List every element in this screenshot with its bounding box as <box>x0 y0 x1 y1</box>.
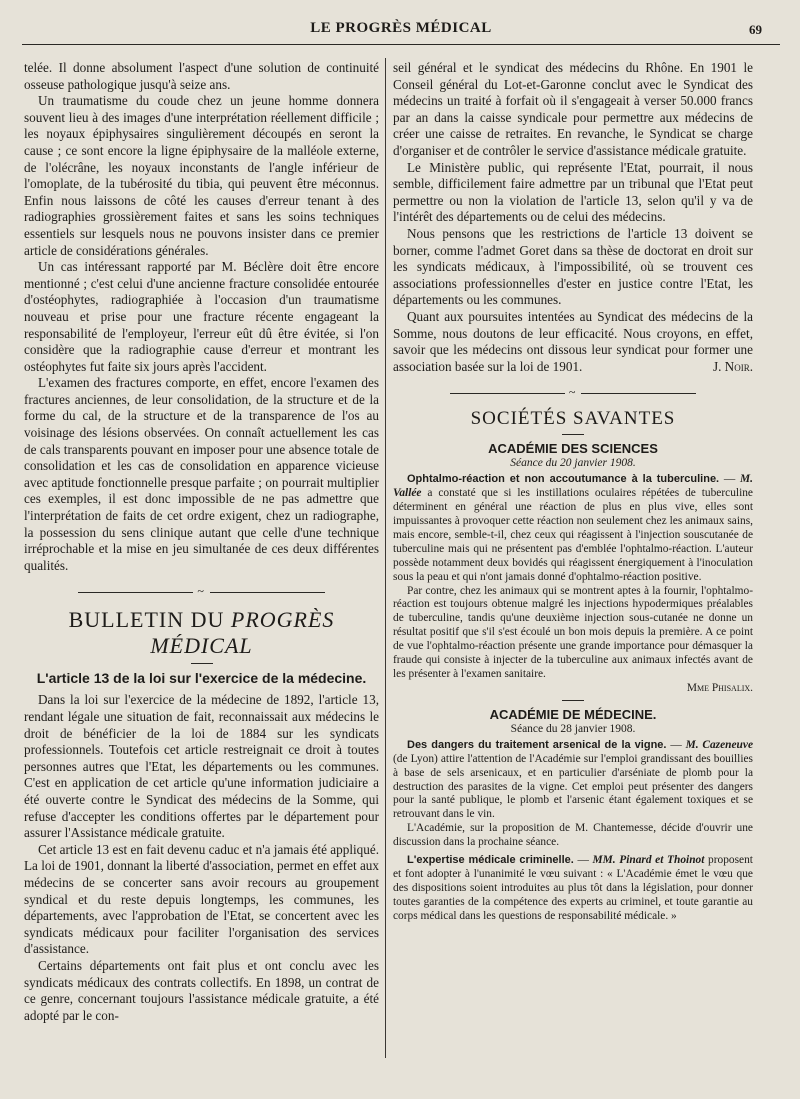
article-heading: L'article 13 de la loi sur l'exercice de la médecine. <box>36 670 367 687</box>
report-item-continued: Par contre, chez les animaux qui se montrent aptes à la fournir, l'ophtalmo-réaction est toujours obtenue malgré les injections hypodermiques préalables de tuberculine, tandis qu'une deuxième injection sous-cutanée ne donne un résultat positif que s'il s'est écoulé un bon mois depuis la première. A ce point de vue l'ophtalmo-réaction présente une grande importance pour démasquer la fraude qui consiste à injecter de la tuberculine aux animaux infectés avant de les présenter à l'examen sanitaire. <box>393 584 753 680</box>
bulletin-title-journal: PROGRÈS MÉDICAL <box>150 607 335 659</box>
section-separator: ~ <box>393 385 753 400</box>
paragraph: Le Ministère public, qui représente l'Etat, pourrait, il nous semble, difficilement faire admettre par un tribunal que l'Etat peut permettre ou non la violation de l'article 13, selon qu'il y va de l'intérêt des départements ou de celui des médecins. <box>393 159 753 225</box>
paragraph: telée. Il donne absolument l'aspect d'une solution de continuité osseuse pathologique jusqu'à seize ans. <box>24 60 379 92</box>
page-number: 69 <box>749 22 762 37</box>
paragraph <box>393 309 753 375</box>
item-author: M. Vallée <box>393 473 753 500</box>
right-column <box>393 60 753 1069</box>
paragraph: seil général et le syndicat des médecins du Rhône. En 1901 le Conseil général du Lot-et-Garonne conclut avec le Syndicat des médecins un traité à forfait où il s'engageait à verser 50.000 francs par an dans la caisse syndicale pour permettre aux médecins de créer une caisse de retraites. En revanche, le Syndicat se charge d'organiser et de contrôler le service d'assistance médicale gratuite. <box>393 60 753 158</box>
item-body: a constaté que si les instillations oculaires répétées de tuberculine déterminent en général une réaction de plus en plus vive, elles sont impuissantes à provoquer cette réaction non seulement chez les animaux sains, mais encore, semble-t-il, chez ceux qui réagissent à l'injection souscutanée de tuberculine mais qui ne présentent pas d'emblée l'ophtalmo-réaction. L'auteur possède notamment deux bovidés qui réagissent énergiquement à l'inoculation sous la peau et qui n'ont jamais donné d'ophtalmo-réaction positive. <box>393 487 753 583</box>
bulletin-title-prefix: BULLETIN DU <box>68 607 225 633</box>
short-dash <box>562 434 584 435</box>
paragraph: Un cas intéressant rapporté par M. Béclère doit être encore mentionné ; c'est celui d'une ancienne fracture consolidée entourée d'ostéophytes, radiographiée à l'occasion d'un traumatisme nouveau et prise pour une fracture récente engageant la responsabilité de l'employeur, l'erreur eût dû être évitée, si l'on considère que la radiographie cause d'erreur et montrant les ostéophytes fut faite six jours après l'accident. <box>24 259 379 374</box>
report-item: L'expertise médicale criminelle. — MM. Pinard et Thoinot proposent et font adopter à l'unanimité le vœu suivant : « L'Académie émet le vœu que des dispositions soient introduites au plus tôt dans la législation, pour donner toutes garanties de la compétence des experts au criminel, et toute garantie au corps médical dans les questions de responsabilité médicale. » <box>393 854 753 922</box>
signature: J. Noir. <box>712 358 753 374</box>
paragraph: Cet article 13 est en fait devenu caduc et n'a jamais été appliqué. La loi de 1901, donnant la liberté d'association, permet en effet aux médecins de se concerter sans avoir recours au groupement syndical et du reste depuis longtemps, les communes, les départements, avec l'approbation de l'Etat, se concertent avec les syndicats médicaux pour faciliter l'organisation des services d'assistance. <box>24 841 379 957</box>
session-date: Séance du 28 janvier 1908. <box>510 722 636 735</box>
paragraph: Dans la loi sur l'exercice de la médecine de 1892, l'article 13, rendant légale une situation de fait, reconnaissait aux médecins le droit de bénéficier de la loi de 1884 sur les syndicats professionnels. Toutefois cet article restreignait ce droit à toutes personnes autres que l'Etat, les départements ou les communes. C'est en application de cet article qu'une information judiciaire a été ouverte contre le Syndicat des médecins de la Somme, qui refuse d'accepter les conditions offertes par le département pour assurer l'Assistance médicale gratuite. <box>24 692 379 841</box>
short-dash <box>191 663 213 664</box>
left-column <box>24 60 379 1069</box>
short-dash <box>562 700 584 701</box>
report-item: Ophtalmo-réaction et non accoutumance à la tuberculine. — M. Vallée a constaté que si les instillations oculaires répétées de tuberculine déterminent en général une réaction de plus en plus vive, elles sont impuissantes à provoquer cette réaction non seulement chez les animaux sains, mais encore, semble-t-il, chez ceux qui réagissent à l'injection souscutanée de tuberculine mais qui ne présentent pas d'emblée l'ophtalmo-réaction. L'auteur possède notamment deux bovidés qui réagissent énergiquement à l'inoculation sous la peau et qui n'ont jamais donné d'ophtalmo-réaction positive. <box>393 473 753 583</box>
item-author: MM. Pinard et Thoinot <box>592 854 705 867</box>
bulletin-title <box>24 607 379 659</box>
session-date: Séance du 20 janvier 1908. <box>510 457 636 470</box>
item-title: Des dangers du traitement arsenical de la vigne. <box>407 738 667 751</box>
item-title: Ophtalmo-réaction et non accoutumance à la tuberculine. <box>407 473 720 486</box>
report-item-continued: L'Académie, sur la proposition de M. Chantemesse, décide d'ouvrir une discussion dans la prochaine séance. <box>393 822 753 849</box>
academy-sciences-heading: ACADÉMIE DES SCIENCES <box>488 441 658 457</box>
paragraph: Un traumatisme du coude chez un jeune homme donnera souvent lieu à des images d'une interprétation réellement difficile ; les noyaux épiphysaires singulièrement découpés en seront la cause ; ce sont encore la ligne épiphysaire de la malléole externe, de l'olécrâne, les noyaux inconstants de l'angle inférieur de l'omoplate, de la tubérosité du tibia, qui peuvent être méconnus. Enfin nous laissons de côté les causes d'erreur tenant à des radiographies grossièrement faites et sans les soins techniques essentiels sur lesquels nous ne pouvons insister dans ce premier article de considérations générales. <box>24 93 379 258</box>
paragraph-text: Quant aux poursuites intentées au Syndicat des médecins de la Somme, nous doutons de leur efficacité. Nous croyons, en effet, savoir que les médecins ont dissous leur syndicat pour former une association basée sur la loi de 1901. <box>393 308 753 374</box>
paragraph: Certains départements ont fait plus et ont conclu avec les syndicats médicaux des contrats collectifs. En 1898, un contrat de ce genre, concernant toujours l'assistance médicale gratuite, a été adopté par le con- <box>24 957 379 1023</box>
report-item: Des dangers du traitement arsenical de la vigne. — M. Cazeneuve (de Lyon) attire l'attention de l'Académie sur l'emploi grandissant des bouillies à base de sels arsenicaux, et en particulier d'arséniate de plomb pour la destruction des parasites de la vigne. Cet emploi peut présenter des dangers pour la santé publique, le plomb et l'arsenic étant également toxiques et se retrouvant dans le vin. <box>393 738 753 821</box>
paragraph: Nous pensons que les restrictions de l'article 13 doivent se borner, comme l'admet Goret dans sa thèse de doctorat en droit sur les syndicats médicaux, à l'impossibilité, où se trouvent ces associations professionnelles d'ester en justice contre l'Etat, les départements ou les communes. <box>393 225 753 308</box>
item-body: (de Lyon) attire l'attention de l'Académie sur l'emploi grandissant des bouillies à base de sels arsenicaux, et en particulier d'arséniate de plomb pour la destruction des parasites de la vigne. Cet emploi peut présenter des dangers pour la santé publique, le plomb et l'arsenic étant également toxiques et se retrouvant dans le vin. <box>393 752 753 821</box>
paragraph: L'examen des fractures comporte, en effet, encore l'examen des fractures anciennes, de leur consolidation, de la structure et de la forme du cal, de la structure et de la transparence de l'os au voisinage des lésions observées. On connaît actuellement les cas de cals transparents pouvant en imposer pour une absence totale de consolidation et les cas de consolidation en apparence vicieuse avec aptitude fonctionnelle presque parfaite ; on pourrait multiplier ces exemples, il est donc impossible de ne pas admettre que l'interprétation de faits de cet ordre exigent, chez un radiographe, la possession du sens clinique autant que celle d'une technique irréprochable et la mise en jeu simultanée de ces deux différentes qualités. <box>24 375 379 573</box>
signature: Mme Phisalix. <box>686 681 753 694</box>
item-title: L'expertise médicale criminelle. <box>407 854 574 867</box>
column-divider <box>385 58 386 1058</box>
page-header <box>22 18 780 45</box>
item-body: proposent et font adopter à l'unanimité le vœu suivant : « L'Académie émet le vœu que des dispositions soient introduites au plus tôt dans la législation, pour donner toutes garanties de la compétence des experts au criminel, et toute garantie au corps médical dans les questions de responsabilité médicale. » <box>393 854 753 922</box>
societies-heading: SOCIÉTÉS SAVANTES <box>470 408 676 430</box>
section-separator: ~ <box>24 584 379 599</box>
running-title: LE PROGRÈS MÉDICAL <box>310 20 492 36</box>
item-author: M. Cazeneuve <box>685 738 753 751</box>
academy-medicine-heading: ACADÉMIE DE MÉDECINE. <box>489 706 657 722</box>
